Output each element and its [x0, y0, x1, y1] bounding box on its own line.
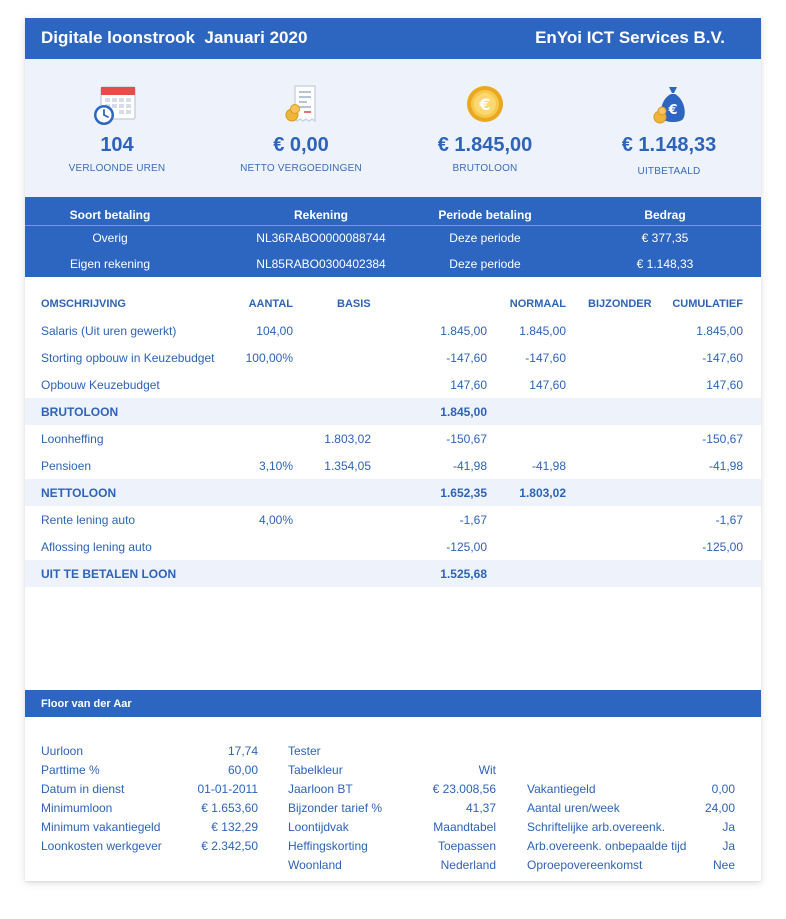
- line-description: Salaris (Uit uren gewerkt): [41, 324, 177, 338]
- payment-amount: € 377,35: [641, 231, 689, 245]
- line-bedrag: -125,00: [446, 540, 487, 554]
- line-description: Storting opbouw in Keuzebudget: [41, 351, 215, 365]
- kpi-hours-label: VERLOONDE UREN: [68, 163, 166, 174]
- svg-text:€: €: [668, 103, 678, 118]
- detail-label: Parttime %: [41, 763, 100, 777]
- table-row: [25, 317, 761, 344]
- line-description: Pensioen: [41, 459, 92, 473]
- line-bedrag: 1.845,00: [440, 324, 487, 338]
- line-normaal: -41,98: [531, 459, 566, 473]
- kpi-paid-out: [577, 59, 761, 197]
- table-row: [25, 452, 761, 479]
- line-bedrag: 1.652,35: [440, 486, 487, 500]
- company-name: EnYoi ICT Services B.V.: [535, 28, 725, 47]
- detail-value: 41,37: [465, 801, 496, 815]
- detail-label: Arb.overeenk. onbepaalde tijd: [527, 839, 687, 853]
- detail-label: Bijzonder tarief %: [288, 801, 383, 815]
- detail-value: Ja: [722, 820, 735, 834]
- kpi-paid-out-value: € 1.148,33: [621, 134, 717, 156]
- subtotal-row: [25, 479, 761, 506]
- line-bedrag: -1,67: [459, 513, 487, 527]
- detail-label: Loonkosten werkgever: [41, 839, 162, 853]
- kpi-hours: [25, 59, 209, 197]
- table-row: [25, 344, 761, 371]
- line-description: Aflossing lening auto: [41, 540, 152, 554]
- line-aantal: 3,10%: [258, 459, 293, 473]
- detail-label: Woonland: [288, 858, 342, 872]
- detail-label: Tester: [288, 744, 321, 758]
- col-bijzonder: BIJZONDER: [588, 298, 652, 310]
- detail-label: Heffingskorting: [288, 839, 368, 853]
- subtotal-row: [25, 560, 761, 587]
- payment-row: [25, 251, 761, 277]
- detail-value: 01-01-2011: [197, 782, 258, 796]
- line-cumulatief: -125,00: [702, 540, 743, 554]
- payment-type: Overig: [92, 231, 128, 245]
- employee-bar: [25, 690, 761, 717]
- line-description: Loonheffing: [41, 432, 104, 446]
- table-row: [25, 371, 761, 398]
- col-aantal: AANTAL: [248, 298, 293, 310]
- detail-label: Aantal uren/week: [527, 801, 620, 815]
- kpi-gross-salary-value: € 1.845,00: [437, 134, 533, 156]
- payment-header-type: Soort betaling: [69, 208, 151, 222]
- detail-value: 0,00: [711, 782, 735, 796]
- kpi-net-allowances: [209, 59, 393, 197]
- line-normaal: 1.803,02: [519, 486, 566, 500]
- detail-label: Minimumloon: [41, 801, 113, 815]
- detail-value: 60,00: [227, 763, 258, 777]
- detail-label: Vakantiegeld: [527, 782, 596, 796]
- detail-label: Schriftelijke arb.overeenk.: [527, 820, 666, 834]
- kpi-gross-salary-label: BRUTOLOON: [452, 163, 518, 174]
- line-aantal: 104,00: [256, 324, 293, 338]
- kpi-net-allowances-label: NETTO VERGOEDINGEN: [240, 163, 362, 174]
- detail-label: Oproepovereenkomst: [527, 858, 643, 872]
- detail-value: 17,74: [227, 744, 258, 758]
- line-cumulatief: 1.845,00: [696, 324, 743, 338]
- employee-name: Floor van der Aar: [41, 698, 132, 710]
- detail-value: Toepassen: [437, 839, 496, 853]
- detail-label: Loontijdvak: [288, 820, 349, 834]
- subtotal-row: [25, 398, 761, 425]
- line-cumulatief: -150,67: [702, 432, 743, 446]
- detail-value: 24,00: [704, 801, 735, 815]
- table-row: [25, 506, 761, 533]
- detail-value: Wit: [478, 763, 496, 777]
- line-description: Opbouw Keuzebudget: [41, 378, 160, 392]
- payment-header-period: Periode betaling: [438, 208, 532, 222]
- calendar-clock-icon: [87, 83, 147, 127]
- payment-account: NL85RABO0300402384: [256, 257, 386, 271]
- detail-value: € 23.008,56: [432, 782, 496, 796]
- line-bedrag: -147,60: [446, 351, 487, 365]
- detail-label: Tabelkleur: [288, 763, 343, 777]
- line-normaal: -147,60: [525, 351, 566, 365]
- line-basis: 1.354,05: [324, 459, 371, 473]
- payslip-sheet: [25, 18, 761, 881]
- col-cumulatief: CUMULATIEF: [672, 298, 743, 310]
- payment-row: [25, 225, 761, 251]
- line-description: NETTOLOON: [41, 486, 117, 500]
- table-row: [25, 533, 761, 560]
- line-description: Rente lening auto: [41, 513, 136, 527]
- payment-table-header: [25, 197, 761, 226]
- line-bedrag: 1.525,68: [440, 567, 487, 581]
- detail-label: Datum in dienst: [41, 782, 125, 796]
- payment-period: Deze periode: [449, 231, 521, 245]
- table-row: [25, 425, 761, 452]
- detail-label: Jaarloon BT: [288, 782, 353, 796]
- detail-label: Uurloon: [41, 744, 84, 758]
- line-aantal: 4,00%: [258, 513, 293, 527]
- line-description: UIT TE BETALEN LOON: [41, 567, 177, 581]
- payment-header-amount: Bedrag: [644, 208, 686, 222]
- detail-value: € 1.653,60: [201, 801, 258, 815]
- detail-value: Ja: [722, 839, 735, 853]
- detail-value: € 132,29: [211, 820, 258, 834]
- kpi-hours-value: 104: [100, 134, 134, 156]
- line-cumulatief: 147,60: [706, 378, 743, 392]
- payment-header-account: Rekening: [293, 208, 348, 222]
- detail-value: € 2.342,50: [201, 839, 258, 853]
- kpi-panel: [25, 59, 761, 197]
- kpi-paid-out-label: UITBETAALD: [637, 166, 701, 177]
- line-bedrag: -150,67: [446, 432, 487, 446]
- payment-table: [25, 197, 761, 277]
- line-bedrag: 1.845,00: [440, 405, 487, 419]
- lines-header: [25, 290, 761, 317]
- kpi-net-allowances-value: € 0,00: [273, 134, 329, 156]
- detail-value: Nee: [712, 858, 735, 872]
- line-cumulatief: -1,67: [715, 513, 743, 527]
- detail-label: Minimum vakantiegeld: [41, 820, 161, 834]
- receipt-icon: [271, 83, 331, 127]
- detail-value: Nederland: [440, 858, 496, 872]
- header-bar: [25, 18, 761, 59]
- euro-coin-icon: [455, 83, 515, 127]
- detail-value: Maandtabel: [433, 820, 496, 834]
- line-cumulatief: -41,98: [708, 459, 743, 473]
- line-bedrag: 147,60: [450, 378, 487, 392]
- svg-text:€: €: [479, 95, 491, 114]
- payment-period: Deze periode: [449, 257, 521, 271]
- col-basis: BASIS: [337, 298, 371, 310]
- line-normaal: 1.845,00: [519, 324, 566, 338]
- payment-amount: € 1.148,33: [636, 257, 694, 271]
- line-aantal: 100,00%: [245, 351, 293, 365]
- payment-type: Eigen rekening: [69, 257, 151, 271]
- col-normaal: NORMAAL: [509, 298, 566, 310]
- page-title: Digitale loonstrook Januari 2020: [41, 28, 308, 47]
- line-normaal: 147,60: [529, 378, 566, 392]
- line-cumulatief: -147,60: [702, 351, 743, 365]
- line-description: BRUTOLOON: [41, 405, 119, 419]
- line-bedrag: -41,98: [452, 459, 487, 473]
- money-bag-icon: [639, 83, 699, 127]
- col-omschrijving: OMSCHRIJVING: [41, 298, 126, 310]
- kpi-gross-salary: [393, 59, 577, 197]
- line-basis: 1.803,02: [324, 432, 371, 446]
- payment-account: NL36RABO0000088744: [256, 231, 386, 245]
